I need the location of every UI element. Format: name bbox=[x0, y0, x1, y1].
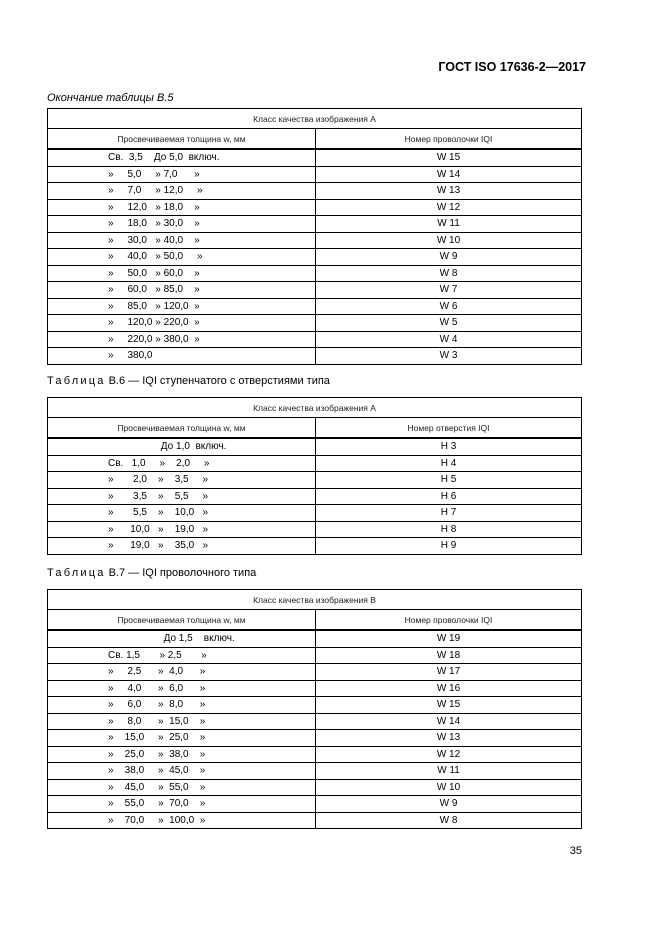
table-row bbox=[48, 680, 582, 697]
thickness-range-cell: Св. 1,0 » 2,0 » bbox=[48, 455, 316, 472]
thickness-range-cell: » 45,0 » 55,0 » bbox=[48, 779, 316, 796]
document-header: ГОСТ ISO 17636-2—2017 bbox=[438, 60, 586, 74]
iqi-number-cell: H 5 bbox=[316, 472, 582, 489]
iqi-column-header: Номер проволочки IQI bbox=[316, 610, 582, 631]
thickness-range-cell: » 8,0 » 15,0 » bbox=[48, 713, 316, 730]
table-row bbox=[48, 521, 582, 538]
thickness-range-cell: » 40,0 » 50,0 » bbox=[48, 249, 316, 266]
table-row bbox=[48, 282, 582, 299]
iqi-number-cell: W 7 bbox=[316, 282, 582, 299]
iqi-number-cell: W 10 bbox=[316, 232, 582, 249]
thickness-range-cell: » 6,0 » 8,0 » bbox=[48, 697, 316, 714]
table-row bbox=[48, 455, 582, 472]
caption-text: В.7 — IQI проволочного типа bbox=[105, 567, 257, 579]
thickness-range-cell: » 19,0 » 35,0 » bbox=[48, 538, 316, 555]
iqi-number-cell: W 8 bbox=[316, 265, 582, 282]
table-row bbox=[48, 779, 582, 796]
thickness-range-cell: Св. 1,5 » 2,5 » bbox=[48, 647, 316, 664]
quality-class-header: Класс качества изображения В bbox=[48, 590, 582, 610]
iqi-number-cell: W 4 bbox=[316, 331, 582, 348]
thickness-column-header: Просвечиваемая толщина w, мм bbox=[48, 610, 316, 631]
iqi-number-cell: W 14 bbox=[316, 166, 582, 183]
iqi-number-cell: W 14 bbox=[316, 713, 582, 730]
table-row bbox=[48, 149, 582, 166]
table-row bbox=[48, 472, 582, 489]
iqi-number-cell: W 6 bbox=[316, 298, 582, 315]
thickness-range-cell: » 120,0 » 220,0 » bbox=[48, 315, 316, 332]
table-row bbox=[48, 664, 582, 681]
table-row bbox=[48, 812, 582, 829]
caption-text: В.6 — IQI ступенчатого с отверстиями типа bbox=[105, 375, 330, 387]
thickness-range-cell: » 10,0 » 19,0 » bbox=[48, 521, 316, 538]
table-b7-caption bbox=[47, 567, 256, 579]
table-row bbox=[48, 183, 582, 200]
table-row bbox=[48, 713, 582, 730]
thickness-range-cell: » 2,0 » 3,5 » bbox=[48, 472, 316, 489]
table-b5-body bbox=[48, 109, 582, 365]
table-b6-caption bbox=[47, 375, 330, 387]
table-b6-body bbox=[48, 398, 582, 555]
thickness-range-cell: » 60,0 » 85,0 » bbox=[48, 282, 316, 299]
iqi-number-cell: W 15 bbox=[316, 149, 582, 166]
table-row bbox=[48, 216, 582, 233]
table-row bbox=[48, 505, 582, 522]
iqi-column-header: Номер проволочки IQI bbox=[316, 129, 582, 150]
thickness-range-cell: » 25,0 » 38,0 » bbox=[48, 746, 316, 763]
table-row bbox=[48, 488, 582, 505]
table-row bbox=[48, 647, 582, 664]
iqi-number-cell: W 9 bbox=[316, 249, 582, 266]
iqi-number-cell: H 7 bbox=[316, 505, 582, 522]
thickness-range-cell: » 55,0 » 70,0 » bbox=[48, 796, 316, 813]
thickness-range-cell: » 380,0 bbox=[48, 348, 316, 365]
table-row bbox=[48, 348, 582, 365]
thickness-range-cell: » 5,5 » 10,0 » bbox=[48, 505, 316, 522]
thickness-range-cell: » 3,5 » 5,5 » bbox=[48, 488, 316, 505]
iqi-number-cell: H 6 bbox=[316, 488, 582, 505]
table-row bbox=[48, 249, 582, 266]
iqi-number-cell: W 11 bbox=[316, 763, 582, 780]
thickness-range-cell: » 7,0 » 12,0 » bbox=[48, 183, 316, 200]
thickness-range-cell: До 1,5 включ. bbox=[48, 630, 316, 647]
table-row bbox=[48, 763, 582, 780]
thickness-range-cell: » 85,0 » 120,0 » bbox=[48, 298, 316, 315]
iqi-number-cell: H 4 bbox=[316, 455, 582, 472]
table-row bbox=[48, 315, 582, 332]
table-row bbox=[48, 166, 582, 183]
thickness-range-cell: » 15,0 » 25,0 » bbox=[48, 730, 316, 747]
thickness-range-cell: » 5,0 » 7,0 » bbox=[48, 166, 316, 183]
table-row bbox=[48, 438, 582, 455]
table-row bbox=[48, 199, 582, 216]
table-row bbox=[48, 232, 582, 249]
iqi-number-cell: W 11 bbox=[316, 216, 582, 233]
iqi-number-cell: W 13 bbox=[316, 730, 582, 747]
table-row bbox=[48, 746, 582, 763]
thickness-range-cell: » 4,0 » 6,0 » bbox=[48, 680, 316, 697]
thickness-range-cell: Св. 3,5 До 5,0 включ. bbox=[48, 149, 316, 166]
iqi-number-cell: H 3 bbox=[316, 438, 582, 455]
iqi-number-cell: W 13 bbox=[316, 183, 582, 200]
table-row bbox=[48, 697, 582, 714]
thickness-range-cell: » 18,0 » 30,0 » bbox=[48, 216, 316, 233]
quality-class-header: Класс качества изображения А bbox=[48, 109, 582, 129]
thickness-range-cell: » 220,0 » 380,0 » bbox=[48, 331, 316, 348]
iqi-column-header: Номер отверстия IQI bbox=[316, 418, 582, 439]
caption-prefix: Таблица bbox=[47, 567, 106, 579]
iqi-number-cell: W 12 bbox=[316, 199, 582, 216]
thickness-range-cell: До 1,0 включ. bbox=[48, 438, 316, 455]
quality-class-header: Класс качества изображения А bbox=[48, 398, 582, 418]
iqi-number-cell: H 9 bbox=[316, 538, 582, 555]
iqi-number-cell: W 3 bbox=[316, 348, 582, 365]
table-b7 bbox=[47, 589, 582, 829]
table-b5 bbox=[47, 108, 582, 365]
iqi-number-cell: W 15 bbox=[316, 697, 582, 714]
table-row bbox=[48, 730, 582, 747]
iqi-number-cell: W 10 bbox=[316, 779, 582, 796]
caption-prefix: Таблица bbox=[47, 375, 106, 387]
thickness-range-cell: » 50,0 » 60,0 » bbox=[48, 265, 316, 282]
table-row bbox=[48, 265, 582, 282]
table-row bbox=[48, 538, 582, 555]
table-b5-caption: Окончание таблицы В.5 bbox=[47, 92, 174, 104]
thickness-range-cell: » 2,5 » 4,0 » bbox=[48, 664, 316, 681]
iqi-number-cell: W 17 bbox=[316, 664, 582, 681]
page-number: 35 bbox=[569, 845, 582, 857]
thickness-column-header: Просвечиваемая толщина w, мм bbox=[48, 129, 316, 150]
iqi-number-cell: W 8 bbox=[316, 812, 582, 829]
table-row bbox=[48, 796, 582, 813]
table-row bbox=[48, 298, 582, 315]
table-b7-body bbox=[48, 590, 582, 829]
thickness-range-cell: » 70,0 » 100,0 » bbox=[48, 812, 316, 829]
iqi-number-cell: W 5 bbox=[316, 315, 582, 332]
thickness-range-cell: » 38,0 » 45,0 » bbox=[48, 763, 316, 780]
iqi-number-cell: W 18 bbox=[316, 647, 582, 664]
thickness-range-cell: » 30,0 » 40,0 » bbox=[48, 232, 316, 249]
iqi-number-cell: H 8 bbox=[316, 521, 582, 538]
iqi-number-cell: W 19 bbox=[316, 630, 582, 647]
iqi-number-cell: W 9 bbox=[316, 796, 582, 813]
thickness-range-cell: » 12,0 » 18,0 » bbox=[48, 199, 316, 216]
table-b6 bbox=[47, 397, 582, 555]
thickness-column-header: Просвечиваемая толщина w, мм bbox=[48, 418, 316, 439]
table-row bbox=[48, 630, 582, 647]
iqi-number-cell: W 16 bbox=[316, 680, 582, 697]
table-row bbox=[48, 331, 582, 348]
iqi-number-cell: W 12 bbox=[316, 746, 582, 763]
